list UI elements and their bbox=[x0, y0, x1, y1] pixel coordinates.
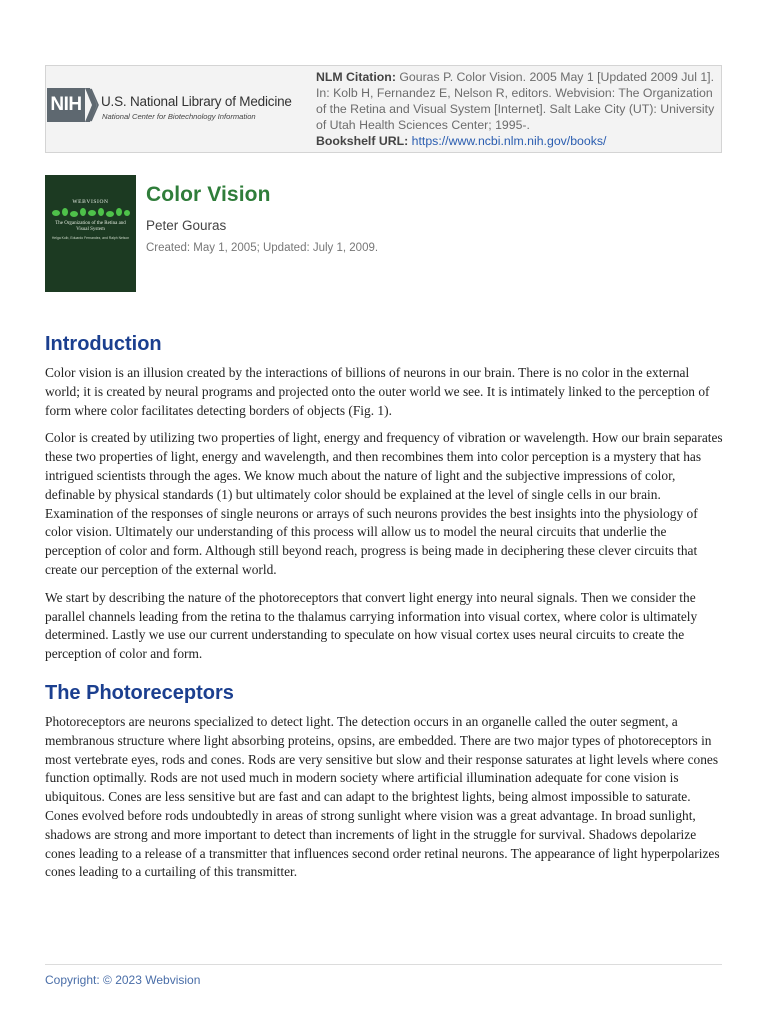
paragraph: Photoreceptors are neurons specialized to detect light. The detection occurs in an organelle called the outer segment, a membranous structure where light absorbing proteins, opsins, are embedded. There are two major types of photoreceptors in most vertebrate eyes, rods and cones. Rods are very sensitive but slow and their response saturates at light levels where cones function optimally. Rods are not used much in modern society where artificial illumination adequate for cone vision is ubiquitous. Cones are less sensitive but are fast and can adapt to the brightest lights, being almost impossible to saturate. Cones evolved before rods undoubtedly in areas of strong sunlight where vision was a great advantage. In broad sunlight, shadows are strong and more important to detect than increments of light in the struggle for survival. Shadows depolarize cones leading to a release of a transmitter that influences second order retinal neurons. The appearance of light hyperpolarizes cones leading to a curtailing of this transmitter. bbox=[45, 713, 720, 880]
cover-retina-image bbox=[50, 208, 132, 218]
book-cover bbox=[45, 175, 136, 292]
section-heading-photoreceptors: The Photoreceptors bbox=[45, 681, 234, 704]
citation-label: NLM Citation: bbox=[316, 70, 396, 84]
nlm-logo[interactable] bbox=[47, 88, 307, 128]
paragraph: We start by describing the nature of the photoreceptors that convert light energy into neural signals. Then we consider the parallel channels leading from the retina to the thalamus carrying information into visual cortex, where color is ultimately determined. Lastly we use our current understanding to speculate on how visual cortex uses neural circuits to create the perception of color and form. bbox=[45, 589, 698, 662]
section-heading-introduction: Introduction bbox=[45, 333, 162, 355]
citation-box bbox=[45, 65, 722, 153]
publication-dates: Created: May 1, 2005; Updated: July 1, 2009. bbox=[146, 242, 379, 254]
bookshelf-url-link[interactable]: https://www.ncbi.nlm.nih.gov/books/ bbox=[411, 134, 607, 148]
nlm-name: U.S. National Library of Medicine bbox=[101, 94, 292, 109]
nih-badge: NIH bbox=[47, 88, 85, 122]
footer-divider bbox=[45, 964, 722, 965]
cover-subtitle: The Organization of the Retina and Visual System bbox=[55, 221, 126, 232]
article-body bbox=[45, 330, 725, 891]
citation-body: Gouras P. Color Vision. 2005 May 1 [Updated 2009 Jul 1]. In: Kolb H, Fernandez E, Nelson R, editors. Webvision: The Organization of the Retina and Visual System [Internet]. Salt Lake City (UT): University of Utah Health Sciences Center; 1995-. bbox=[316, 70, 715, 132]
author-name[interactable]: Peter Gouras bbox=[146, 218, 227, 233]
paragraph: Color is created by utilizing two properties of light, energy and frequency of vibration or wavelength. How our brain separates these two properties of light, energy and wavelength, and then recombines them into color perception is a mystery that has intrigued scientists through the ages. We know much about the nature of light and the subjective impressions of color, definable by physical standards (1) but ultimately color should be explained at the level of single cells in our brain. Examination of the responses of single neurons or arrays of such neurons provides the best insights into the physiology of color vision. Ultimately our understanding of this process will allow us to model the neural circuits that underlie the perception of color and form. Although still beyond reach, progress is being made in deciphering these clever circuits that create our perception of the external world. bbox=[45, 430, 723, 577]
cover-title: WEBVISION bbox=[72, 199, 109, 205]
paragraph: Color vision is an illusion created by the interactions of billions of neurons in our brain. There is no color in the external world; it is created by neural programs and projected onto the outer world we see. It is intimately linked to the perception of form where color facilitates detecting borders of objects (Fig. 1). bbox=[45, 365, 710, 418]
copyright-footer: Copyright: © 2023 Webvision bbox=[45, 973, 201, 987]
cover-authors: Helga Kolb, Eduardo Fernandez, and Ralph Nelson bbox=[51, 236, 130, 240]
book-title: Color Vision bbox=[146, 183, 271, 206]
bookshelf-url-label: Bookshelf URL: bbox=[316, 134, 409, 148]
nlm-subtitle: National Center for Biotechnology Information bbox=[102, 112, 256, 121]
nih-chevron-outline-icon bbox=[90, 88, 100, 122]
citation-text bbox=[316, 69, 718, 149]
